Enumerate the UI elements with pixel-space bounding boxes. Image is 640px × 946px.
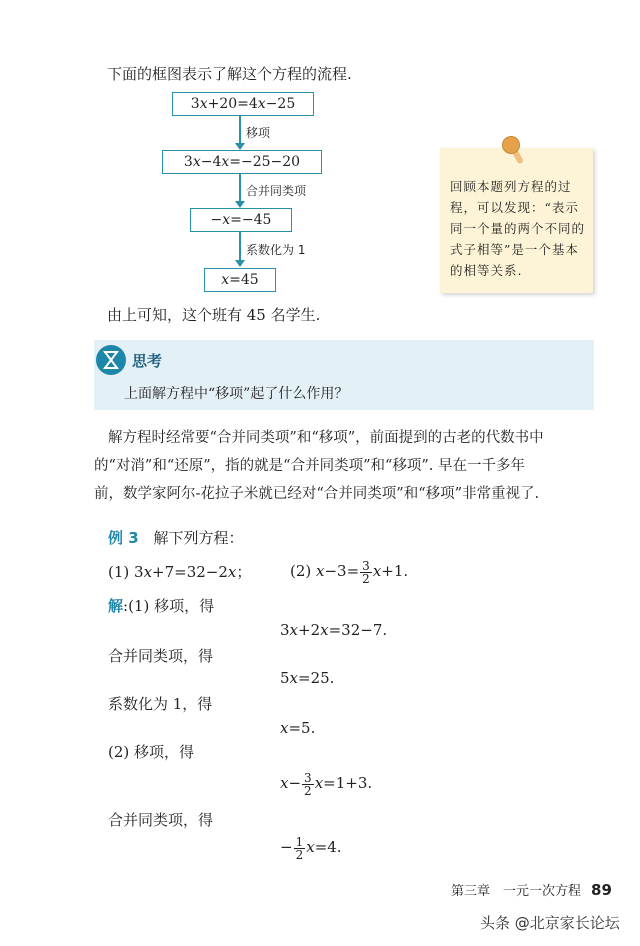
page-footer <box>451 880 612 899</box>
paragraph-line: 解方程时经常要“合并同类项”和“移项”，前面提到的古老的代数书中 <box>108 430 544 446</box>
think-title: 思考 <box>132 352 163 370</box>
note-text: 回顾本题列方程的过程，可以发现：“表示同一个量的两个不同的式子相等”是一个基本的相等关系. <box>450 179 586 278</box>
flow-box-2: 3x−4x=−25−20 <box>162 150 322 174</box>
sticky-note <box>440 148 593 293</box>
flow-connector <box>239 116 241 146</box>
page-number: 89 <box>591 881 612 899</box>
chapter-title: 第三章 一元一次方程 <box>451 884 582 899</box>
flow-arrow-icon <box>235 143 245 150</box>
problem-1: (1) 3x+7=32−2x； <box>108 563 252 581</box>
example-heading <box>108 528 243 548</box>
intro-text: 下面的框图表示了解这个方程的流程. <box>107 65 352 83</box>
flow-box-4: x=45 <box>204 268 276 292</box>
hourglass-icon <box>96 345 126 375</box>
solution-label: 解 <box>108 597 124 615</box>
problem-2: (2) x−3= $\frac{3}{2}$ x+1. <box>290 558 409 586</box>
solution-step4-label: (2) 移项，得 <box>108 743 195 761</box>
flow-box-1: 3x+20=4x−25 <box>172 92 314 116</box>
think-question: 上面解方程中“移项”起了什么作用？ <box>124 386 349 402</box>
flow-label-2: 合并同类项 <box>246 184 307 198</box>
fraction: $\frac{1}{2}$ <box>295 834 304 862</box>
fraction: $\frac{3}{2}$ <box>362 558 370 586</box>
flow-connector <box>239 232 241 263</box>
paragraph-line: 前，数学家阿尔-花拉子米就已经对“合并同类项”和“移项”非常重视了. <box>94 486 540 502</box>
solution-step5-label: 合并同类项，得 <box>108 811 214 829</box>
solution-eq-5: − $\frac{1}{2}$ x=4. <box>280 834 342 862</box>
watermark: 头条 @北京家长论坛 <box>480 914 620 932</box>
example-label: 例 3 <box>108 529 139 547</box>
solution-eq-3: x=5. <box>280 719 316 737</box>
solution-step2-label: 合并同类项，得 <box>108 647 214 665</box>
pushpin-icon <box>502 136 520 154</box>
flow-label-1: 移项 <box>246 126 271 140</box>
solution-eq-4: x− $\frac{3}{2}$ x=1+3. <box>280 770 373 798</box>
solution-eq-2: 5x=25. <box>280 669 335 687</box>
flow-arrow-icon <box>235 260 245 267</box>
flow-box-3: −x=−45 <box>190 208 292 232</box>
paragraph-line: 的“对消”和“还原”，指的就是“合并同类项”和“移项”. 早在一千多年 <box>94 458 526 474</box>
solution-eq-1: 3x+2x=32−7. <box>280 621 388 639</box>
fraction: $\frac{3}{2}$ <box>304 770 312 798</box>
conclusion-text: 由上可知，这个班有 45 名学生. <box>107 306 321 324</box>
flow-label-3: 系数化为 1 <box>246 243 306 257</box>
solution-step3-label: 系数化为 1，得 <box>108 695 213 713</box>
flow-arrow-icon <box>235 201 245 208</box>
example-title: 解下列方程： <box>153 529 244 547</box>
solution-step1-label: 解:(1) 移项，得 <box>108 597 215 615</box>
flow-connector <box>239 174 241 204</box>
